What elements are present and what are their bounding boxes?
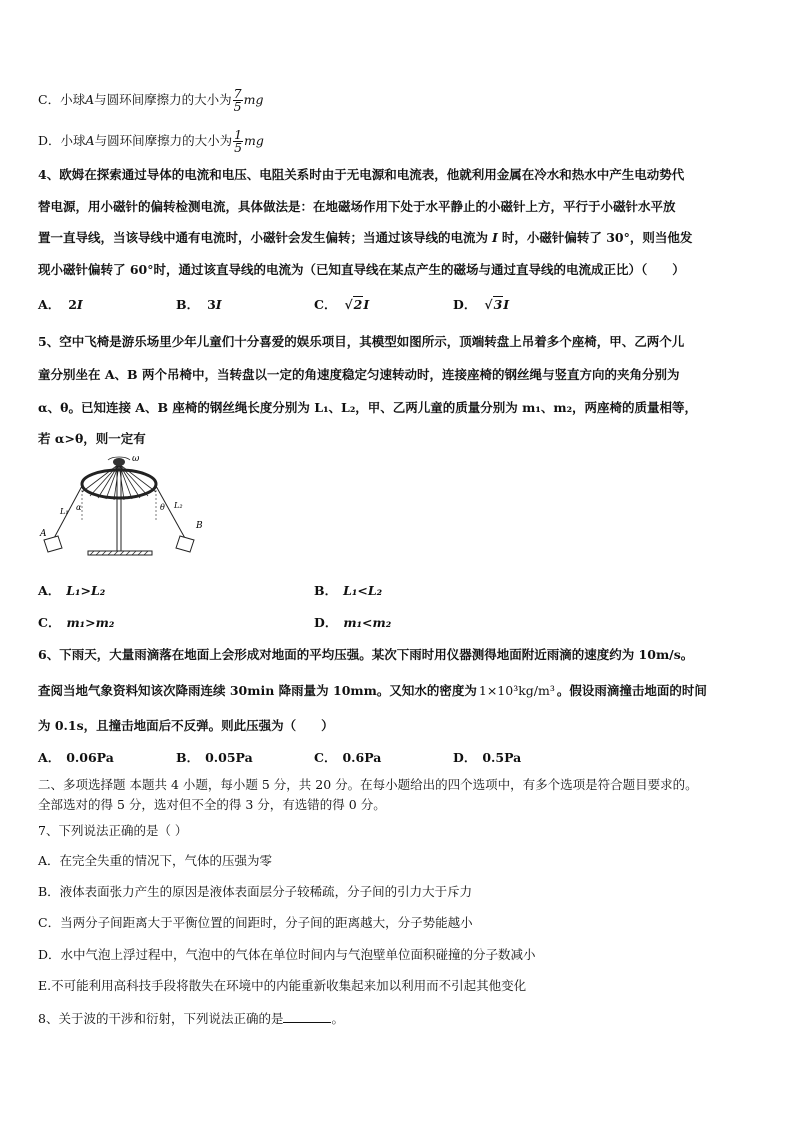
option-letter: D． <box>314 615 338 630</box>
q6-line-3: 为 0.1s，且撞击地面后不反弹。则此压强为（ ） <box>38 718 334 733</box>
option-var: A <box>85 133 95 148</box>
q6-option-c <box>314 750 381 766</box>
label-l2: L₂ <box>174 501 183 510</box>
water-density: 1×10³kg/m³ <box>478 683 555 698</box>
option-coef: 2 <box>68 297 77 312</box>
q6-option-d <box>453 750 521 766</box>
option-text: m₁<m₂ <box>343 615 392 630</box>
fraction-numerator: 1 <box>234 127 243 142</box>
q4-line-4: 现小磁针偏转了 60°时，通过该直导线的电流为（已知直导线在某点产生的磁场与通过直导线的电流成正比）（ ） <box>38 262 685 277</box>
q4-line-2: 替电源，用小磁针的偏转检测电流，具体做法是：在地磁场作用下处于水平静止的小磁针上方，平行于小磁针水平放 <box>38 199 676 214</box>
option-letter: C． <box>38 615 61 630</box>
answer-blank[interactable] <box>283 1010 331 1023</box>
label-l1: L₁ <box>60 507 69 516</box>
option-text: m₁>m₂ <box>66 615 115 630</box>
q4-line-3-a: 置一直导线，当该导线中通有电流时，小磁针会发生偏转；当通过该导线的电流为 <box>38 230 489 245</box>
option-letter: D． <box>453 750 477 765</box>
q7-stem: 7、下列说法正确的是（ ） <box>38 823 188 838</box>
q6-line-2 <box>38 683 707 699</box>
section2-line-2: 全部选对的得 5 分，选对但不全的得 3 分，有选错的得 0 分。 <box>38 797 386 812</box>
option-tail: mg <box>243 92 264 107</box>
q7-option-c: C．当两分子间距离大于平衡位置的间距时，分子间的距离越大，分子势能越小 <box>38 915 473 930</box>
fraction-numerator: 7 <box>233 86 242 101</box>
omega-label: ω <box>132 454 140 464</box>
fraction-denominator: 5 <box>234 140 243 155</box>
label-b: B <box>196 521 203 531</box>
option-letter: B． <box>176 750 200 765</box>
option-text: 0.05Pa <box>205 750 253 765</box>
sqrt-radicand: 3 <box>493 297 503 312</box>
option-letter: A． <box>38 750 61 765</box>
q4-var-i: I <box>492 230 498 245</box>
option-text: 0.5Pa <box>482 750 522 765</box>
option-tail: mg <box>244 133 264 148</box>
q4-option-a <box>38 297 83 313</box>
option-var: A <box>85 92 95 107</box>
q4-line-1: 4、欧姆在探索通过导体的电流和电压、电阻关系时由于无电源和电流表，他就利用金属在冷水和热水中产生电动势代 <box>38 167 685 182</box>
sqrt-radicand: 2 <box>353 297 363 312</box>
option-text: L₁<L₂ <box>343 583 383 598</box>
option-var: I <box>215 297 222 312</box>
option-letter: A． <box>38 297 61 312</box>
label-a: A <box>40 529 47 539</box>
ground-hatching <box>90 551 148 555</box>
q6-line-2-b: 。假设雨滴撞击地面的时间 <box>556 683 707 698</box>
option-var: I <box>76 297 83 312</box>
q7-option-e: E.不可能利用高科技手段将散失在环境中的内能重新收集起来加以利用而不引起其他变化 <box>38 978 527 993</box>
top-cap <box>113 458 125 466</box>
option-letter: C． <box>314 750 337 765</box>
fraction-denominator: 5 <box>233 99 242 114</box>
option-letter: B． <box>176 297 200 312</box>
option-text: 与圆环间摩擦力的大小为 <box>94 92 232 107</box>
q6-option-b <box>176 750 253 766</box>
option-text: 与圆环间摩擦力的大小为 <box>94 133 233 148</box>
q5-option-a <box>38 583 105 599</box>
option-var: I <box>363 297 370 312</box>
cable-b <box>156 486 186 540</box>
q8-tail: 。 <box>331 1011 344 1026</box>
flying-chair-diagram <box>38 452 208 564</box>
option-var: I <box>503 297 510 312</box>
q4-option-c <box>314 297 369 313</box>
q7-option-d: D．水中气泡上浮过程中，气泡中的气体在单位时间内与气泡壁单位面积碰撞的分子数减小 <box>38 947 536 962</box>
q5-option-d <box>314 615 391 631</box>
q5-option-b <box>314 583 382 599</box>
q6-option-a <box>38 750 114 766</box>
q8-stem <box>38 1010 344 1027</box>
q4-line-3-b: 时，小磁针偏转了 30°，则当他发 <box>501 230 693 245</box>
q4-option-b <box>176 297 222 313</box>
label-alpha: α <box>76 503 82 512</box>
option-letter: B． <box>314 583 338 598</box>
option-letter: D． <box>453 297 477 312</box>
sqrt-symbol: √2 <box>344 297 363 312</box>
option-text: 小球 <box>60 92 86 107</box>
q7-option-b: B．液体表面张力产生的原因是液体表面层分子较稀疏，分子间的引力大于斥力 <box>38 884 473 899</box>
q5-line-4: 若 α>θ，则一定有 <box>38 431 146 446</box>
q5-line-3: α、θ。已知连接 A、B 座椅的钢丝绳长度分别为 L₁、L₂，甲、乙两儿童的质量分别为 m₁、m₂，两座椅的质量相等， <box>38 400 698 415</box>
label-theta: θ <box>160 503 165 512</box>
option-text: 小球 <box>60 133 86 148</box>
q6-line-2-a: 查阅当地气象资料知该次降雨连续 30min 降雨量为 10mm。又知水的密度为 <box>38 683 477 698</box>
option-letter: A． <box>38 583 61 598</box>
section2-line-1: 二、多项选择题 本题共 4 小题，每小题 5 分，共 20 分。在每小题给出的四个选项中，有多个选项是符合题目要求的。 <box>38 777 698 792</box>
option-text: L₁>L₂ <box>66 583 106 598</box>
fraction <box>233 129 243 154</box>
option-letter: D． <box>38 133 61 148</box>
q6-line-1: 6、下雨天，大量雨滴落在地面上会形成对地面的平均压强。某次下雨时用仪器测得地面附近雨滴的速度约为 10m/s。 <box>38 647 694 662</box>
q8-stem-text: 8、关于波的干涉和衍射，下列说法正确的是 <box>38 1011 284 1026</box>
q5-option-c <box>38 615 114 631</box>
fraction <box>233 88 243 113</box>
option-letter: C． <box>38 92 61 107</box>
q5-line-2: 童分别坐在 A、B 两个吊椅中，当转盘以一定的角速度稳定匀速转动时，连接座椅的钢丝绳与竖直方向的夹角分别为 <box>38 367 680 382</box>
seat-b <box>176 536 194 552</box>
q3-option-c <box>38 88 263 113</box>
option-letter: C． <box>314 297 337 312</box>
option-text: 0.06Pa <box>66 750 114 765</box>
option-text: 0.6Pa <box>342 750 382 765</box>
seat-a <box>44 536 62 552</box>
q4-option-d <box>453 297 509 313</box>
center-pole <box>117 466 121 551</box>
q3-option-d <box>38 129 264 154</box>
sqrt-symbol: √3 <box>484 297 503 312</box>
option-coef: 3 <box>207 297 216 312</box>
q5-line-1: 5、空中飞椅是游乐场里少年儿童们十分喜爱的娱乐项目，其模型如图所示，顶端转盘上吊着多个座椅，甲、乙两个儿 <box>38 334 685 349</box>
q7-option-a: A．在完全失重的情况下，气体的压强为零 <box>38 853 273 868</box>
q4-line-3 <box>38 230 692 246</box>
